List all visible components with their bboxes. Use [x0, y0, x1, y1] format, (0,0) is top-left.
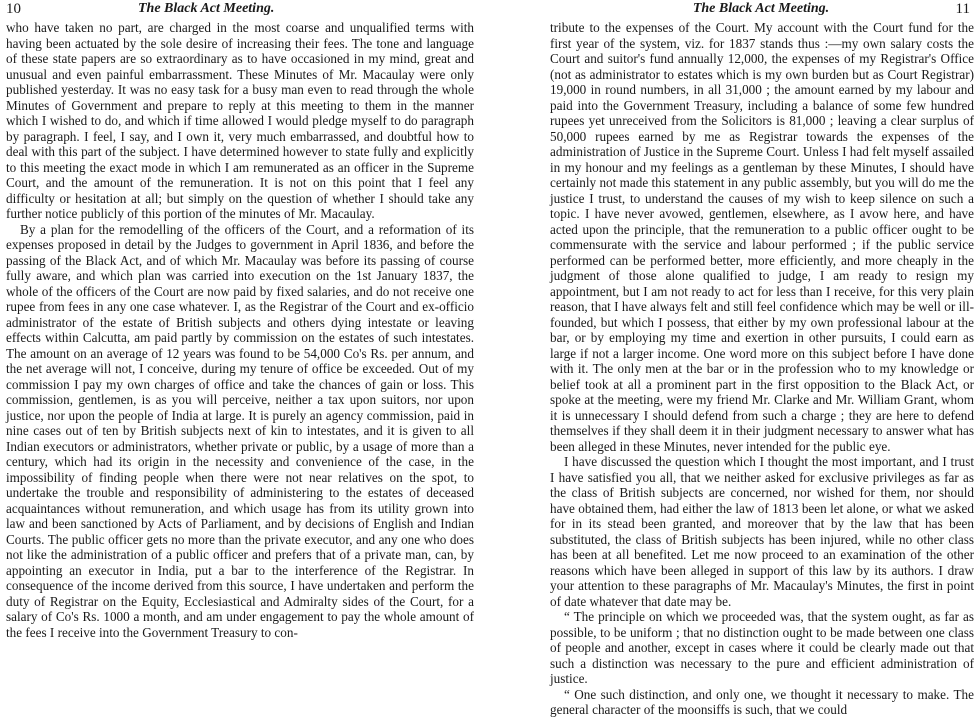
left-page-number: 10	[6, 1, 21, 17]
page-gutter	[478, 0, 546, 672]
right-page-header	[546, 0, 976, 20]
paragraph: who have taken no part, are charged in the most coarse and unqualified terms with having been actuated by the sole desire of increasing their fees. The tone and language of these state papers are so extraordinary as to have occasioned in my mind, great and unusual and even painful embarrassment. These Minutes of Mr. Macaulay were only published yesterday. It was no easy task for a busy man even to read through the whole Minutes of Government and prepare to reply at this meeting to them in the manner which I wished to do, and which if time allowed I would pledge myself to do paragraph by paragraph. I feel, I say, and I own it, very much embarrassed, and doubtful how to deal with this part of the subject. I have determined however to state fully and explicitly to this meeting the exact mode in which I am remunerated as an officer in the Supreme Court, and the amount of the remuneration. It is not on this point that I feel any difficulty or hesitation at all; but simply on the question of whether I should take any further notice publicly of this portion of the minutes of Mr. Macaulay.	[6, 20, 474, 221]
quoted-paragraph: “ The principle on which we proceeded was, that the system ought, as far as possible, to be uniform ; that no distinction ought to be made between one class of people and another, except in cases where it could be clearly made out that such a distinction was necessary to the pure and efficient administration of justice.	[550, 609, 974, 686]
right-page-number: 11	[955, 1, 970, 17]
paragraph: tribute to the expenses of the Court. My account with the Court fund for the first year of the system, viz. for 1837 stands thus :—my own salary costs the Court and suitor's fund annually 12,000, the expenses of my Registrar's Office (not as administrator to estates which is my own burden but as Court Registrar) 19,000 in round numbers, in all 31,000 ; the amount earned by my labour and paid into the Government Treasury, including a balance of some few hundred rupees yet unreceived from the Solicitors is 81,000 ; leaving a clear surplus of 50,000 rupees earned by me as Registrar towards the expenses of the administration of Justice in the Supreme Court. Unless I had felt myself assailed in my honour and my feelings as a gentleman by these Minutes, I should have certainly not made this statement in any public assembly, but you will do me the justice I trust, to understand the causes of my wish to keep silence on such a topic. I have never avowed, gentlemen, elsewhere, as I avow here, and have acted upon the principle, that the remuneration to a public officer ought to be commensurate with the service and labour performed ; if the public service performed can be performed better, more efficiently, and more cheaply in the judgment of those alone qualified to judge, I am ready to resign my appointment, but I am not ready to act for less than I receive, for this very plain reason, that I have always felt and still feel confidence which may be well or ill-founded, but which I possess, that either by my own professional labour at the bar, or by employing my time and exertion in other pursuits, I could earn as large if not a larger income. One word more on this subject before I have done with it. The only men at the bar or in the profession who to my knowledge or belief took at all a prominent part in the first opposition to the Black Act, or spoke at the meeting, were my friend Mr. Clarke and Mr. William Grant, whom it is unnecessary I should defend from such a charge ; they are here to defend themselves if they shall deem it in their judgment necessary to answer what has been alleged in these Minutes, never intended for the public eye.	[550, 20, 974, 454]
right-page	[546, 0, 976, 717]
left-running-title: The Black Act Meeting.	[138, 1, 275, 16]
quoted-paragraph: “ One such distinction, and only one, we thought it necessary to make. The general character of the moonsiffs is such, that we could	[550, 686, 974, 717]
paragraph: I have discussed the question which I thought the most important, and I trust I have satisfied you all, that we neither asked for exclusive privileges as far as the class of British subjects are concerned, nor wished for them, nor should have obtained them, had either the law of 1813 been let alone, or what we asked for in its stead been granted, and moreover that by the law that has been substituted, the class of British subjects has been injured, while no other class has been at all benefited. Let me now proceed to an examination of the other reasons which have been alleged in support of this law by its authors. I draw your attention to these paragraphs of Mr. Macaulay's Minutes, the first in point of date whatever that date may be.	[550, 454, 974, 609]
right-page-body	[546, 20, 976, 718]
left-page-body	[0, 20, 478, 640]
right-running-title: The Black Act Meeting.	[692, 1, 830, 16]
left-page-header	[0, 0, 478, 20]
left-page	[0, 0, 478, 672]
paragraph: By a plan for the remodelling of the officers of the Court, and a reformation of its expenses proposed in detail by the Judges to government in April 1836, and before the passing of the Black Act, and of which Mr. Macaulay was before its passing of course fully aware, and which plan was carried into execution on the 1st January 1837, the whole of the officers of the Court are now paid by fixed salaries, and do not receive one rupee from fees in any one case whatever. I, as the Registrar of the Court and ex-officio administrator of the estate of British subjects and others dying intestate or leaving effects within Calcutta, am paid partly by commission on the estates of such intestates. The amount on an average of 12 years was found to be 54,000 Co's Rs. per annum, and the net average will not, I conceive, during my tenure of office be exceeded. Out of my commission I pay my own charges of office and take the chances of gain or loss. This commission, gentlemen, is as you will perceive, neither a tax upon suitors, nor upon justice, nor upon the people of India at large. It is purely an agency commission, paid in nine cases out of ten by British subjects next of kin to intestates, and it is given to all Indian executors or administrators, whether private or public, by a usage of more than a century, which had its origin in the necessity and convenience of the case, in the impossibility of finding people when there were not near relatives on the spot, to undertake the trouble and responsibility of administering to the estates of deceased acquaintances without remuneration, and which usage has from its utility grown into law and been sanctioned by Acts of Parliament, and by decisions of English and Indian Courts. The public officer gets no more than the private executor, and any one who does not like the administration of a public officer and prefers that of a private man, can, by appointing an executor in India, put a bar to the interference of the Registrar. In consequence of the income derived from this source, I have undertaken and perform the duty of Registrar on the Equity, Ecclesiastical and Admiralty sides of the Court, for a salary of Co's Rs. 1000 a month, and am under engagement to pay the whole amount of the fees I receive into the Government Treasury to con-	[6, 221, 474, 640]
